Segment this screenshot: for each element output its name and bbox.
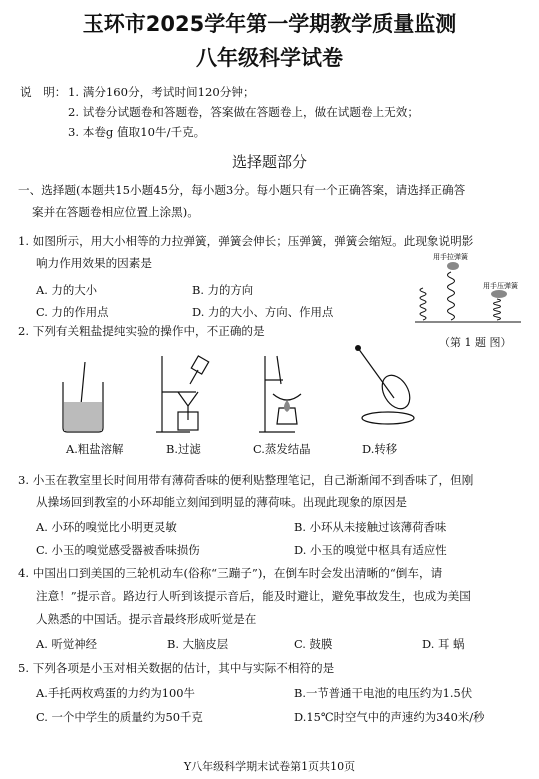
section-title: 选择题部分 bbox=[231, 153, 307, 171]
q5-option-d: D.15℃时空气中的声速约为340米/秒 bbox=[294, 710, 485, 724]
q4-option-a: A. 听觉神经 bbox=[36, 637, 98, 651]
exam-title: 玉环市2025学年第一学期教学质量监测 bbox=[82, 12, 457, 36]
part1-line1: 一、选择题(本题共15小题45分，每小题3分。每小题只有一个正确答案，请选择正确答 bbox=[18, 183, 466, 197]
q1-line1: 1. 如图所示，用大小相等的力拉弹簧，弹簧会伸长；压弹簧，弹簧会缩短。此现象说明影 bbox=[18, 234, 474, 248]
q2-option-b: B.过滤 bbox=[166, 442, 201, 456]
note-item-2: 2. 试卷分试题卷和答题卷，答案做在答题卷上，做在试题卷上无效； bbox=[68, 105, 419, 119]
pull-hand-icon bbox=[447, 262, 459, 270]
q3-option-a: A. 小环的嗅觉比小明更灵敏 bbox=[36, 520, 177, 534]
q1-option-a: A. 力的大小 bbox=[36, 283, 98, 297]
note-item-1: 1. 满分160分，考试时间120分钟； bbox=[68, 85, 255, 99]
q2-option-a: A.粗盐溶解 bbox=[66, 442, 124, 456]
q1-line2: 响力作用效果的因素是 bbox=[36, 256, 152, 270]
q1-caption: （第 1 题 图） bbox=[439, 336, 512, 349]
evaporate-figure bbox=[255, 354, 315, 434]
press-label: 用手压弹簧 bbox=[483, 282, 518, 290]
q4-line2: 注意！”提示音。路边行人听到该提示音后，能及时避让，避免事故发生，也成为美国 bbox=[36, 589, 471, 603]
q3-option-d: D. 小玉的嗅觉中枢具有适应性 bbox=[294, 543, 447, 557]
q1-option-c: C. 力的作用点 bbox=[36, 305, 109, 319]
page-footer: Y八年级科学期末试卷第1页共10页 bbox=[183, 760, 356, 773]
q1-option-b: B. 力的方向 bbox=[192, 283, 254, 297]
spring-figure bbox=[413, 250, 523, 326]
q4-option-c: C. 鼓膜 bbox=[294, 637, 333, 651]
filter-figure bbox=[150, 354, 210, 434]
note-item-3: 3. 本卷g 值取10牛/千克。 bbox=[68, 125, 206, 139]
q4-option-d: D. 耳 蜗 bbox=[422, 637, 465, 651]
part1-line2: 案并在答题卷相应位置上涂黑)。 bbox=[32, 205, 199, 219]
q4-line1: 4. 中国出口到美国的三轮机动车(俗称“三蹦子”)，在倒车时会发出清晰的“倒车，请 bbox=[18, 566, 443, 580]
pull-label: 用手拉弹簧 bbox=[433, 253, 468, 261]
dissolve-figure bbox=[55, 360, 115, 434]
q2-stem: 2. 下列有关粗盐提纯实验的操作中，不正确的是 bbox=[18, 324, 265, 338]
q5-option-b: B.一节普通干电池的电压约为1.5伏 bbox=[294, 686, 473, 700]
q2-option-c: C.蒸发结晶 bbox=[253, 442, 311, 456]
q2-option-d: D.转移 bbox=[362, 442, 398, 456]
q5-option-c: C. 一个中学生的质量约为50千克 bbox=[36, 710, 203, 724]
q3-line2: 从操场回到教室的小环却能立刻闻到明显的薄荷味。出现此现象的原因是 bbox=[36, 495, 408, 509]
q5-stem: 5. 下列各项是小玉对相关数据的估计，其中与实际不相符的是 bbox=[18, 661, 335, 675]
q3-line1: 3. 小玉在教室里长时间用带有薄荷香味的便利贴整理笔记，自己渐渐闻不到香味了，但刚 bbox=[18, 473, 474, 487]
notes-label: 说 明： bbox=[20, 85, 67, 99]
q5-option-a: A.手托两枚鸡蛋的力约为100牛 bbox=[36, 686, 195, 700]
transfer-figure bbox=[350, 344, 420, 426]
exam-subtitle: 八年级科学试卷 bbox=[196, 46, 343, 70]
q3-option-c: C. 小玉的嗅觉感受器被香味损伤 bbox=[36, 543, 200, 557]
q4-line3: 人熟悉的中国话。提示音最终形成听觉是在 bbox=[36, 612, 257, 626]
q1-option-d: D. 力的大小、方向、作用点 bbox=[192, 305, 334, 319]
q3-option-b: B. 小环从未接触过该薄荷香味 bbox=[294, 520, 447, 534]
press-hand-icon bbox=[491, 290, 507, 298]
q4-option-b: B. 大脑皮层 bbox=[167, 637, 229, 651]
